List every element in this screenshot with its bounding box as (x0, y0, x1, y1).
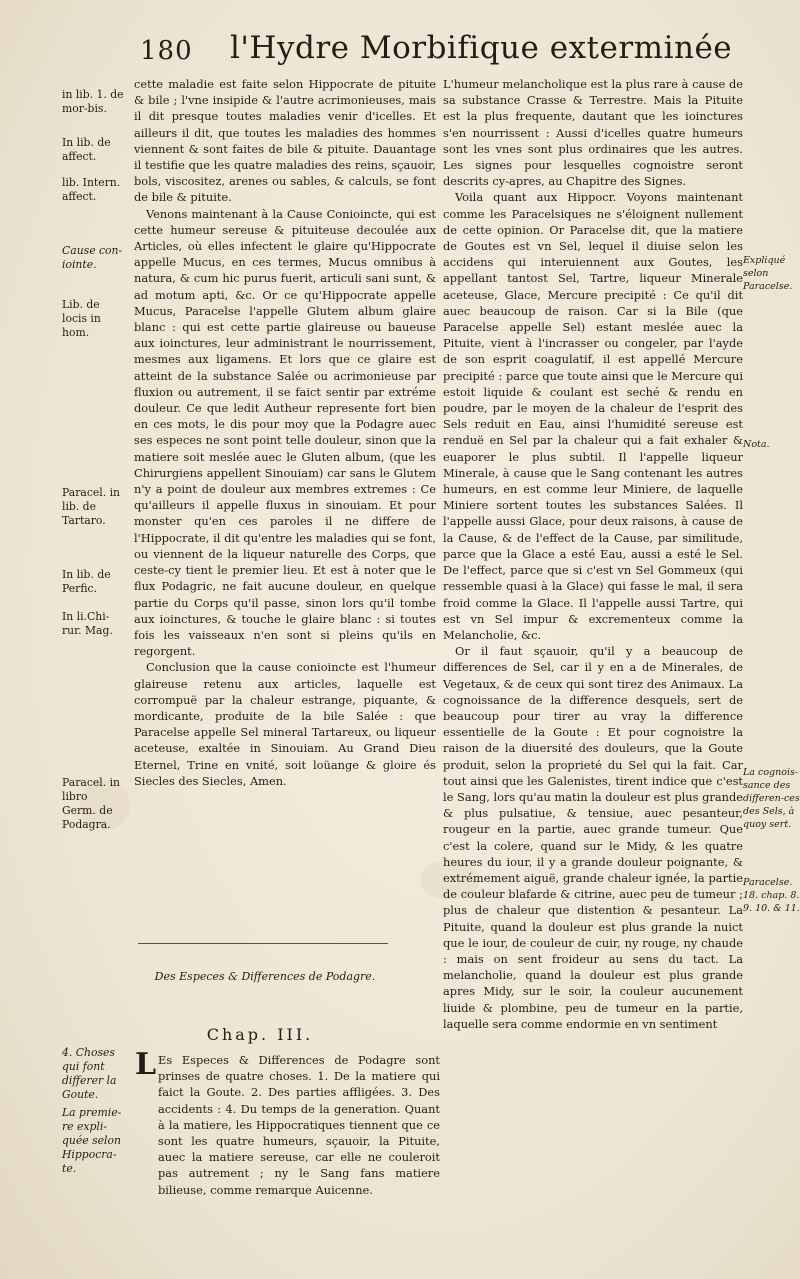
paragraph: Es Especes & Differences de Podagre sont prinses de quatre choses. 1. De la matiere qui faict la Goute. 2. Des parties affligées. 3. Des accidents : 4. Du temps de la generation. Quant à la matiere, les Hippocratiques tiennent que ce sont les quatre humeurs, sçauoir, la Pituite, auec la matiere sereuse, car elle ne couleroit pas autrement ; ny le Sang fans matiere bilieuse, comme remarque Auicenne. (158, 1053, 440, 1197)
section-title: Des Especes & Differences de Podagre. (154, 970, 376, 983)
paragraph: Or il faut sçauoir, qu'il y a beaucoup de differences de Sel, car il y en a de Minerales, de Vegetaux, & de ceux qui sont tirez des Animaux. La cognoissance de la difference desquels, sert de beaucoup pour tirer au vray la difference essentielle de la Goute : Et pour cognoistre la raison de la diuersité des douleurs, que la Goute produit, selon la proprieté du Sel qui la fait. Car tout ainsi que les Galenistes, tirent indice que c'est le Sang, lors qu'au matin la douleur est plus grande & plus pulsatiue, & tensiue, auec pesanteur, rougeur en la partie, auec grande tumeur. Que c'est la colere, quand sur le Midy, & les quatre heures du iour, il y a grande douleur poignante, & extrémement aiguë, grande chaleur ignée, la partie de couleur blafarde & citrine, auec peu de tumeur ; plus de chaleur que distention & pesanteur. La Pituite, quand la douleur est plus grande la nuict que le iour, de couleur de cuir, ny rouge, ny chaude : mais on sent froideur au sens du tact. La melancholie, quand la douleur est plus grande apres Midy, sur le soir, la couleur aucunement liuide & plombine, peu de tumeur en la partie, laquelle sera comme endormie en vn sentiment (443, 644, 743, 1031)
margin-note: Lib. de locis in hom. (62, 298, 101, 339)
margin-note: Paracel. in lib. de Tartaro. (62, 486, 120, 527)
left-body-text (134, 76, 436, 789)
paragraph: L'humeur melancholique est la plus rare à cause de sa substance Crasse & Terrestre. Mais la Pituite est la plus frequente, dautant que les ioinctures s'en nourrissent : Aussi d'icelles quatre humeurs sont les vnes sont plus ordinaires que les autres. Les signes pour lesquelles cognoistre seront descrits cy-apres, au Chapitre des Signes. (443, 77, 743, 189)
paragraph: cette maladie est faite selon Hippocrate de pituite & bile ; l'vne insipide & l'autre acrimonieuses, mais il dit presque toutes maladies venir d'icelles. Et ailleurs il dit, que toutes les maladies des hommes viennent & sont faites de bile & pituite. Dauantage il testifie que les quatre maladies des reins, sçauoir, bols, viscositez, arenes ou sables, & calculs, se font de bile & pituite. (134, 77, 436, 205)
drop-cap: L (135, 1047, 157, 1082)
margin-note: in lib. 1. de mor-bis. (62, 88, 124, 115)
margin-note: Cause con-iointe. (62, 244, 123, 271)
margin-note: In li.Chi-rur. Mag. (62, 610, 113, 637)
margin-note: 4. Choses qui font differer la Goute. (62, 1046, 117, 1101)
page-header (120, 30, 760, 74)
margin-note: In lib. de Perfic. (62, 568, 111, 595)
margin-note: La premie-re expli-quée selon Hippocra-te. (62, 1106, 122, 1175)
margin-note: Nota. (743, 439, 770, 450)
chapter-title: Chap. III. (206, 1025, 314, 1044)
page-number: 180 (140, 36, 193, 66)
chapter-body (158, 1052, 440, 1198)
margin-note: In lib. de affect. (62, 136, 111, 163)
paragraph: Voila quant aux Hippocr. Voyons maintenant comme les Paracelsiques ne s'éloignent nullement de cette opinion. Or Paracelse dit, que la matiere de Goutes est vn Sel, lequel il diuise selon les accidens qui interuiennent aux Goutes, les appellant tantost Sel, Tartre, liqueur Minerale aceteuse, Glace, Mercure precipité : Ce qu'il dit auec beaucoup de raison. Car si la Bile (que Paracelse appelle Sel) estant meslée auec la Pituite, vient à l'incrasser ou congeler, par l'ayde de son esprit coagulatif, il est appellé Mercure precipité : parce que toute ainsi que le Mercure qui estoit liquide & coulant est seché & rendu en poudre, par le moyen de la chaleur de l'esprit des Sels reduit en Eau, ainsi l'humidité sereuse est renduë en Sel par la chaleur qui a fait exhaler & euaporer le plus subtil. Il l'appelle liqueur Minerale, à cause que le Sang contenant les autres humeurs, en est comme leur Miniere, de laquelle Miniere sortent toutes les substances Salées. Il l'appelle aussi Glace, pour deux raisons, à cause de la Cause, & de l'effect de la Cause, par similitude, parce que la Glace a esté Eau, aussi a esté le Sel. De l'effect, parce que si c'est vn Sel Gommeux (qui ressemble quasi à la Glace) qui fasse le mal, il sera froid comme la Glace. Il l'appelle aussi Tartre, qui est vn Sel impur & excrementeux comme la Melancholie, &c. (443, 190, 743, 642)
right-body-text (443, 76, 743, 1032)
margin-note: Paracel. in libro Germ. de Podagra. (62, 776, 120, 831)
margin-note: Paracelse. 18. chap. 8. 9. 10. & 11. (743, 877, 800, 914)
margin-note: La cognois-sance des differen-ces des Sels, à quoy sert. (743, 767, 800, 830)
margin-note: Expliqué selon Paracelse. (743, 255, 793, 292)
section-divider (138, 943, 388, 944)
margin-note: lib. Intern. affect. (62, 176, 121, 203)
paragraph: Conclusion que la cause conioincte est l'humeur glaireuse retenu aux articles, laquelle est corrompuë par la chaleur estrange, piquante, & mordicante, produite de la bile Salée : que Paracelse appelle Sel mineral Tartareux, ou liqueur aceteuse, exaltée in Sinouiam. Au Grand Dieu Eternel, Trine en vnité, soit loüange & gloire és Siecles des Siecles, Amen. (134, 660, 436, 788)
paragraph: Venons maintenant à la Cause Conioincte, qui est cette humeur sereuse & pituiteuse decoulée aux Articles, où elles infectent le glaire qu'Hippocrate appelle Mucus, en ces termes, Mucus omnibus à natura, & cum hic purus fuerit, articuli sani sunt, & ad motum apti, &c. Or ce qu'Hippocrate appelle Mucus, Paracelse l'appelle Glutem album glaire blanc : qui est cette partie glaireuse ou baueuse aux ioinctures, leur administrant le nourrissement, mesmes aux ligamens. Et lors que ce glaire est atteint de la substance Salée ou acrimonieuse par fluxion ou autrement, il se faict sentir par extréme douleur. Ce que ledit Autheur represente fort bien en ces mots, le dis pour moy que la Podagre auec ses especes ne sont point telle douleur, sinon que la matiere soit meslée auec le Gluten album, (que les Chirurgiens appellent Sinouiam) car sans le Glutem n'y a point de douleur aux membres extremes : Ce qu'ailleurs il appelle fluxus in sinouiam. Et pour monster qu'en ces paroles il ne differe de l'Hippocrate, il dit qu'entre les maladies qui se font, ou viennent de la liqueur naturelle des Corps, que ceste-cy tient le premier lieu. Et est à noter que le flux Podagric, ne fait aucune douleur, en quelque partie du Corps qu'il passe, sinon lors qu'il tombe aux ioinctures, & touche le glaire blanc : si toutes fois les vaisseaux n'en sont si pleins qu'ils en regorgent. (134, 206, 436, 659)
running-title: l'Hydre Morbifique exterminée (230, 30, 733, 66)
